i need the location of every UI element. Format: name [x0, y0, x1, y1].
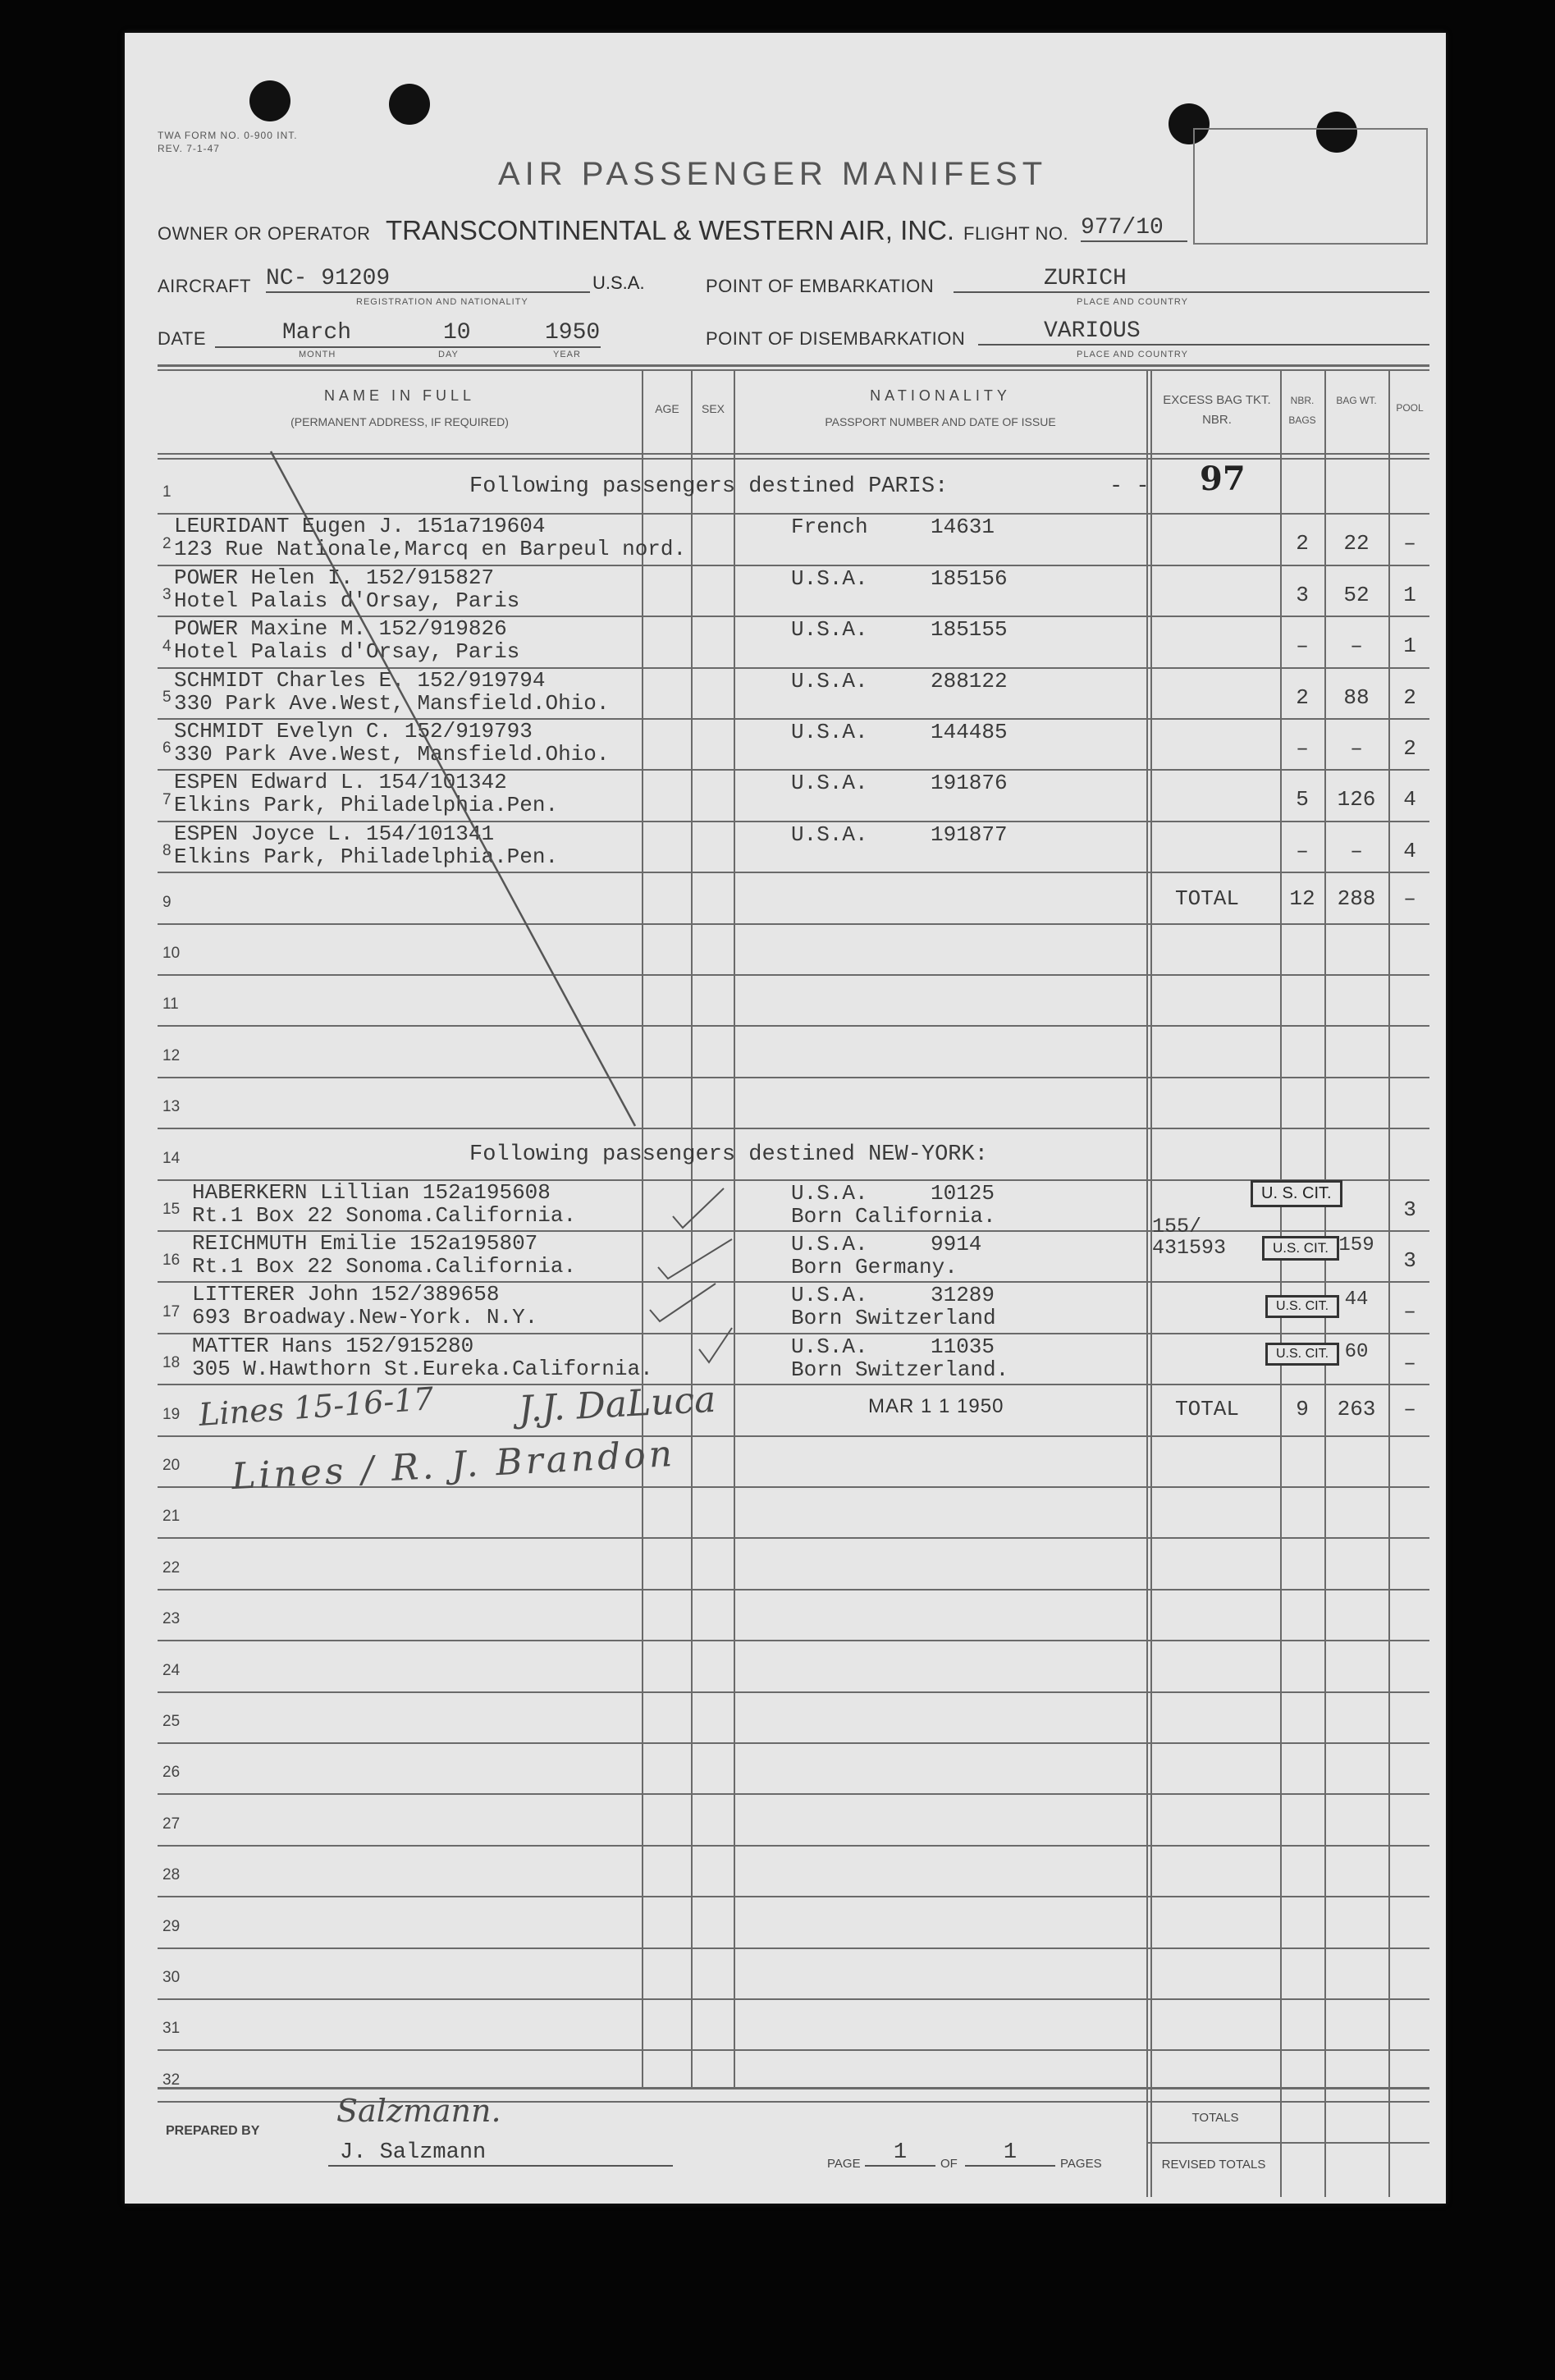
row-number: 27: [162, 1815, 181, 1833]
page-number: 1: [865, 2140, 935, 2167]
bag-count: –: [1296, 839, 1309, 863]
passenger-name: POWER Helen I. 152/915827: [174, 565, 495, 590]
row-number: 24: [162, 1662, 181, 1679]
pool-number: –: [1403, 1351, 1416, 1375]
row-number: 20: [162, 1457, 181, 1474]
passenger-address: 123 Rue Nationale,Marcq en Barpeul nord.: [174, 537, 687, 561]
bag-count: 5: [1296, 787, 1309, 812]
pen-marks: [125, 33, 1446, 2204]
passenger-name: SCHMIDT Charles E. 152/919794: [174, 668, 546, 693]
passenger-nationality: U.S.A.: [791, 617, 868, 642]
us-citizen-stamp: U.S. CIT.: [1265, 1343, 1339, 1366]
bag-count: 3: [1296, 583, 1309, 607]
embark-place-caption: PLACE AND COUNTRY: [1077, 297, 1188, 307]
passport-number: 9914: [931, 1232, 982, 1256]
col-header-bags: NBR. BAGS: [1288, 395, 1316, 426]
bag-count: 2: [1296, 531, 1309, 556]
passport-number: 11035: [931, 1334, 995, 1359]
bag-count: –: [1296, 634, 1309, 658]
date-label: DATE: [158, 328, 207, 349]
row-number: 21: [162, 1508, 181, 1525]
passport-number: 185156: [931, 566, 1008, 591]
col-header-sex: SEX: [701, 402, 725, 415]
row-number: 26: [162, 1764, 181, 1781]
birthplace: Born Switzerland: [791, 1306, 996, 1330]
day-caption: DAY: [438, 350, 459, 359]
row-number: 13: [162, 1098, 181, 1115]
col-header-pool: POOL: [1396, 402, 1424, 414]
embark-label: POINT OF EMBARKATION: [706, 276, 935, 296]
row-number: 14: [162, 1150, 181, 1167]
passport-number: 31289: [931, 1283, 995, 1307]
pool-number: 3: [1403, 1248, 1416, 1273]
row-number: 3: [162, 586, 172, 603]
col-header-wt: BAG WT.: [1336, 395, 1377, 406]
aircraft-value: NC- 91209: [266, 266, 590, 293]
col-header-name-sub: (PERMANENT ADDRESS, IF REQUIRED): [290, 415, 509, 428]
passenger-name: LITTERER John 152/389658: [192, 1282, 500, 1307]
col-header-name: NAME IN FULL: [323, 387, 476, 404]
row-number: 6: [162, 739, 172, 757]
passenger-name: ESPEN Edward L. 154/101342: [174, 770, 507, 794]
flight-label: FLIGHT NO.: [963, 223, 1069, 244]
row-number: 29: [162, 1918, 181, 1935]
col-header-age: AGE: [655, 402, 679, 415]
row-number: 1: [162, 483, 172, 501]
passenger-name: SCHMIDT Evelyn C. 152/919793: [174, 719, 533, 744]
bag-weight: –: [1350, 736, 1363, 761]
passenger-address: Hotel Palais d'Orsay, Paris: [174, 588, 520, 613]
row-number: 16: [162, 1252, 181, 1269]
handwritten-signature: Lines / R. J. Brandon: [231, 1432, 677, 1499]
row-number: 12: [162, 1047, 181, 1064]
passenger-address: Rt.1 Box 22 Sonoma.California.: [192, 1203, 577, 1228]
passenger-address: 305 W.Hawthorn St.Eureka.California.: [192, 1357, 653, 1381]
owner-label: OWNER OR OPERATOR: [158, 223, 371, 244]
pool-number: –: [1403, 531, 1416, 556]
passenger-address: Hotel Palais d'Orsay, Paris: [174, 639, 520, 664]
pool-number: –: [1403, 1299, 1416, 1324]
manifest-sheet: [125, 33, 1446, 2204]
passenger-nationality: U.S.A.: [791, 1283, 868, 1307]
row-number: 23: [162, 1610, 181, 1627]
bag-weight: 52: [1343, 583, 1370, 607]
passenger-nationality: U.S.A.: [791, 1334, 868, 1359]
pages-label: PAGES: [1060, 2157, 1102, 2171]
pool-number: 1: [1403, 583, 1416, 607]
row-number: 4: [162, 638, 172, 655]
passenger-address: Rt.1 Box 22 Sonoma.California.: [192, 1254, 577, 1279]
totals-label: TOTALS: [1191, 2111, 1239, 2125]
row-number: 25: [162, 1713, 181, 1730]
us-citizen-stamp: U.S. CIT.: [1262, 1236, 1339, 1261]
birthplace: Born Switzerland.: [791, 1357, 1009, 1382]
embark-value: ZURICH: [954, 266, 1429, 293]
check-mark: [650, 1284, 716, 1321]
passenger-nationality: U.S.A.: [791, 771, 868, 795]
passenger-name: HABERKERN Lillian 152a195608: [192, 1180, 551, 1205]
passenger-address: Elkins Park, Philadelphia.Pen.: [174, 844, 559, 869]
page-label: PAGE: [827, 2157, 861, 2171]
handwritten-signature: J.J. DaLuca: [517, 1378, 717, 1431]
form-revision: REV. 7-1-47: [158, 143, 220, 154]
paris-dashes: - -: [1109, 474, 1150, 499]
passenger-name: ESPEN Joyce L. 154/101341: [174, 822, 495, 846]
passport-number: 288122: [931, 669, 1008, 693]
disembark-value: VARIOUS: [978, 318, 1429, 346]
passenger-name: MATTER Hans 152/915280: [192, 1334, 474, 1358]
row-number: 10: [162, 945, 181, 962]
paris-total-label: TOTAL: [1175, 886, 1240, 911]
disembark-place-caption: PLACE AND COUNTRY: [1077, 350, 1188, 359]
row-number: 31: [162, 2020, 181, 2037]
aircraft-country: U.S.A.: [592, 272, 645, 293]
passenger-name: POWER Maxine M. 152/919826: [174, 616, 507, 641]
birthplace: Born Germany.: [791, 1255, 958, 1279]
passenger-name: LEURIDANT Eugen J. 151a719604: [174, 514, 546, 538]
row-number: 17: [162, 1303, 181, 1320]
row-number: 11: [162, 995, 179, 1013]
passenger-address: 330 Park Ave.West, Mansfield.Ohio.: [174, 742, 610, 767]
prepared-signature: Salzmann.: [336, 2093, 501, 2129]
newyork-wt-1: 159: [1338, 1234, 1374, 1256]
passport-number: 191877: [931, 822, 1008, 847]
passenger-nationality: U.S.A.: [791, 1181, 868, 1206]
date-day: 10: [443, 320, 471, 346]
prepared-label: PREPARED BY: [166, 2124, 260, 2138]
passenger-address: 330 Park Ave.West, Mansfield.Ohio.: [174, 691, 610, 716]
row-number: 18: [162, 1354, 181, 1371]
newyork-wt-2: 44: [1344, 1288, 1369, 1311]
paris-bag-ticket: 97: [1200, 460, 1246, 498]
of-label: OF: [940, 2157, 958, 2171]
bag-weight: 88: [1343, 685, 1370, 710]
bag-count: –: [1296, 736, 1309, 761]
pool-number: 2: [1403, 736, 1416, 761]
date-year: 1950: [545, 320, 601, 346]
row-number: 19: [162, 1406, 181, 1423]
form-title: AIR PASSENGER MANIFEST: [498, 156, 1048, 192]
check-mark: [673, 1188, 724, 1228]
newyork-excess-ticket: 155/ 431593: [1152, 1215, 1227, 1260]
col-header-nationality-sub: PASSPORT NUMBER AND DATE OF ISSUE: [825, 415, 1056, 428]
page-count: 1: [965, 2140, 1055, 2167]
passenger-nationality: French: [791, 515, 868, 539]
disembark-label: POINT OF DISEMBARKATION: [706, 328, 966, 349]
owner-value: TRANSCONTINENTAL & WESTERN AIR, INC.: [386, 215, 955, 245]
birthplace: Born California.: [791, 1204, 996, 1229]
newyork-heading: Following passengers destined NEW-YORK:: [469, 1142, 988, 1167]
paris-heading: Following passengers destined PARIS:: [469, 474, 949, 499]
row-number: 28: [162, 1866, 181, 1883]
newyork-total-pool: –: [1403, 1397, 1416, 1421]
passenger-nationality: U.S.A.: [791, 1232, 868, 1256]
passport-number: 10125: [931, 1181, 995, 1206]
check-mark: [699, 1328, 732, 1362]
pool-number: 4: [1403, 787, 1416, 812]
flight-number: 977/10: [1081, 215, 1187, 242]
pool-number: 1: [1403, 634, 1416, 658]
newyork-wt-3: 60: [1344, 1341, 1369, 1363]
year-caption: YEAR: [553, 350, 581, 359]
passenger-nationality: U.S.A.: [791, 822, 868, 847]
aircraft-caption: REGISTRATION AND NATIONALITY: [356, 297, 528, 307]
bag-weight: –: [1350, 634, 1363, 658]
passenger-name: REICHMUTH Emilie 152a195807: [192, 1231, 538, 1256]
us-citizen-stamp: U.S. CIT.: [1265, 1295, 1339, 1318]
revised-totals-label: REVISED TOTALS: [1161, 2158, 1266, 2172]
newyork-total-bags: 9: [1296, 1397, 1309, 1421]
pool-number: 4: [1403, 839, 1416, 863]
handwritten-lines-note: Lines 15-16-17: [197, 1380, 435, 1433]
totals-divider: [1148, 2142, 1429, 2144]
newyork-total-wt: 263: [1337, 1397, 1376, 1421]
passport-number: 185155: [931, 617, 1008, 642]
date-stamp: MAR 1 1 1950: [868, 1395, 1004, 1417]
form-number: TWA FORM NO. 0-900 INT.: [158, 130, 298, 141]
prepared-typed-name: J. Salzmann: [328, 2140, 673, 2167]
passport-number: 144485: [931, 720, 1008, 744]
row-number: 2: [162, 535, 172, 552]
passenger-address: Elkins Park, Philadelphia.Pen.: [174, 793, 559, 817]
month-caption: MONTH: [299, 350, 336, 359]
passport-number: 191876: [931, 771, 1008, 795]
row-number: 30: [162, 1969, 181, 1986]
newyork-total-label: TOTAL: [1175, 1397, 1240, 1421]
bag-weight: 22: [1343, 531, 1370, 556]
col-header-nationality: NATIONALITY: [870, 387, 1011, 404]
bag-weight: 126: [1337, 787, 1376, 812]
row-number: 7: [162, 791, 172, 808]
row-number: 8: [162, 842, 172, 859]
diagonal-strike-line: [271, 451, 635, 1126]
row-number: 22: [162, 1559, 181, 1577]
passenger-nationality: U.S.A.: [791, 669, 868, 693]
date-month: March: [282, 320, 352, 346]
pool-number: 2: [1403, 685, 1416, 710]
us-citizen-stamp: U. S. CIT.: [1251, 1180, 1342, 1207]
col-header-excess: EXCESS BAG TKT. NBR.: [1163, 393, 1271, 427]
row-number: 32: [162, 2071, 181, 2089]
paris-total-pool: –: [1403, 886, 1416, 911]
pool-number: 3: [1403, 1197, 1416, 1222]
bag-weight: –: [1350, 839, 1363, 863]
row-number: 9: [162, 894, 172, 911]
passport-number: 14631: [931, 515, 995, 539]
passenger-address: 693 Broadway.New-York. N.Y.: [192, 1305, 538, 1330]
paris-total-bags: 12: [1289, 886, 1315, 911]
paris-total-wt: 288: [1337, 886, 1376, 911]
aircraft-label: AIRCRAFT: [158, 276, 251, 296]
bag-count: 2: [1296, 685, 1309, 710]
row-number: 15: [162, 1201, 181, 1218]
passenger-nationality: U.S.A.: [791, 720, 868, 744]
check-mark: [658, 1239, 732, 1279]
passenger-nationality: U.S.A.: [791, 566, 868, 591]
row-number: 5: [162, 689, 172, 706]
